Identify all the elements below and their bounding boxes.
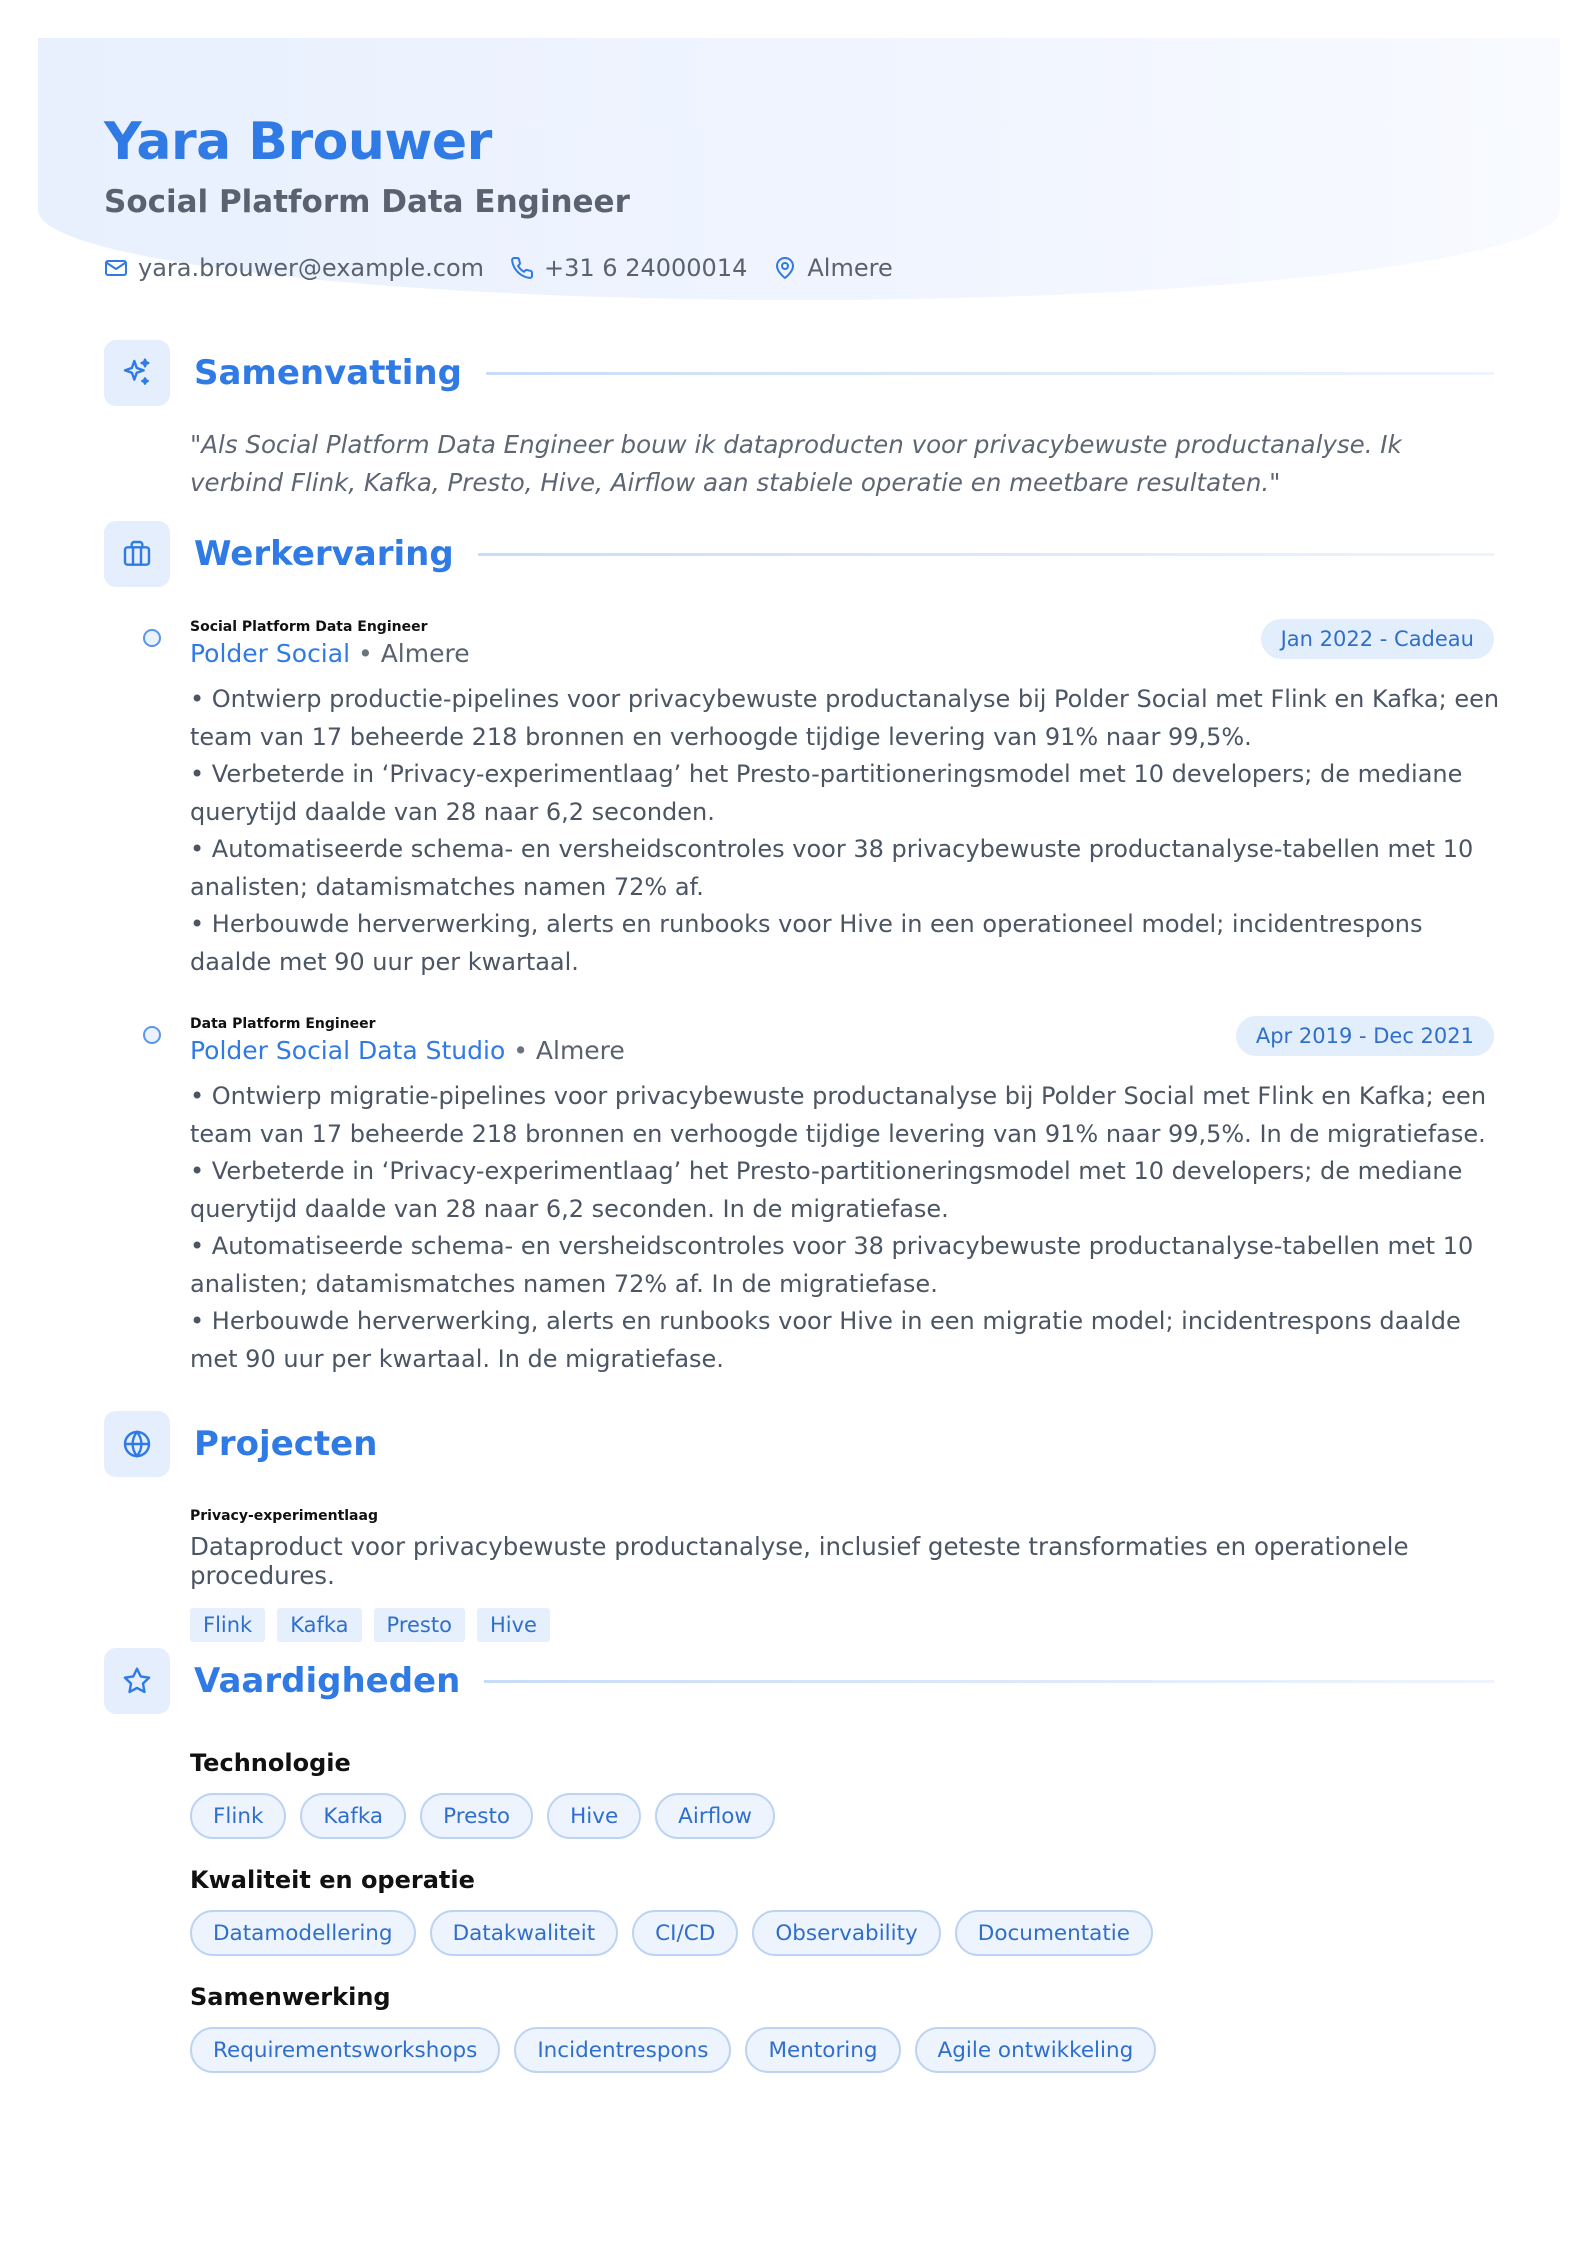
separator: •: [513, 1036, 528, 1065]
skill-group: [190, 1983, 1500, 2073]
section-summary-header: [104, 340, 1494, 406]
project-tags: [190, 1608, 1500, 1642]
job-bullet: • Automatiseerde schema- en versheidscontroles voor 38 privacybewuste productanalyse-tabellen met 10 analisten; datamismatches namen 72% af. In de migratiefase.: [190, 1232, 1474, 1298]
section-title: Werkervaring: [194, 534, 454, 574]
skill-chip: Datakwaliteit: [430, 1910, 619, 1956]
timeline-dot: [143, 1026, 161, 1044]
skill-chip: Airflow: [655, 1793, 775, 1839]
skill-chip: Requirementsworkshops: [190, 2027, 500, 2073]
skill-group: [190, 1749, 1500, 1839]
phone-text: +31 6 24000014: [544, 254, 748, 282]
summary-text: "Als Social Platform Data Engineer bouw ik dataproducten voor privacybewuste productanalyse. Ik verbind Flink, Kafka, Presto, Hive, Airflow aan stabiele operatie en meetbare resultaten.": [190, 430, 1402, 497]
skill-chips: [190, 1910, 1500, 1956]
contact-phone[interactable]: [510, 254, 747, 282]
skill-group: [190, 1866, 1500, 1956]
date-badge: Apr 2019 - Dec 2021: [1236, 1016, 1494, 1056]
globe-icon: [121, 1428, 153, 1460]
phone-icon: [510, 256, 534, 280]
section-title: Vaardigheden: [194, 1661, 461, 1701]
project-entry: [190, 1508, 1500, 1642]
skill-group-title: Kwaliteit en operatie: [190, 1866, 475, 1894]
job-bullet: • Herbouwde herverwerking, alerts en runbooks voor Hive in een migratie model; incidentrespons daalde met 90 uur per kwartaal. In de migratiefase.: [190, 1307, 1461, 1373]
skill-chip: Hive: [547, 1793, 641, 1839]
job-company: Polder Social Data Studio: [190, 1036, 506, 1065]
job-company-line: [190, 639, 470, 668]
skill-chip: Observability: [752, 1910, 940, 1956]
job-location: Almere: [380, 639, 470, 668]
email-text: yara.brouwer@example.com: [138, 254, 485, 282]
skill-chips: [190, 1793, 1500, 1839]
job-bullets: [190, 681, 1500, 981]
job-bullet: • Verbeterde in ‘Privacy-experimentlaag’ het Presto-partitioneringsmodel met 10 developers; de mediane querytijd daalde van 28 naar 6,2 seconden.: [190, 760, 1463, 826]
candidate-title: Social Platform Data Engineer: [104, 184, 630, 220]
skill-group-title: Samenwerking: [190, 1983, 391, 2011]
skill-chip: Kafka: [300, 1793, 406, 1839]
skill-group-title: Technologie: [190, 1749, 351, 1777]
skill-chips: [190, 2027, 1500, 2073]
project-name: Privacy-experimentlaag: [190, 1508, 378, 1524]
briefcase-icon: [121, 538, 153, 570]
section-divider: [486, 372, 1494, 375]
mail-icon: [104, 256, 128, 280]
timeline-dot: [143, 629, 161, 647]
job-bullet: • Ontwierp productie-pipelines voor privacybewuste productanalyse bij Polder Social met Flink en Kafka; een team van 17 beheerde 218 bronnen en verhoogde tijdige levering van 91% naar 99,5%.: [190, 685, 1500, 751]
map-pin-icon: [773, 256, 797, 280]
project-tag: Hive: [477, 1608, 550, 1642]
contact-email[interactable]: [104, 254, 484, 282]
candidate-name: Yara Brouwer: [104, 112, 492, 172]
contact-row: [104, 254, 919, 282]
location-text: Almere: [807, 254, 893, 282]
section-skills-header: [104, 1648, 1494, 1714]
section-experience-header: [104, 521, 1494, 587]
job-role: Data Platform Engineer: [190, 1016, 376, 1032]
section-divider: [484, 1680, 1494, 1683]
sparkles-icon: [121, 357, 153, 389]
skill-chip: Flink: [190, 1793, 286, 1839]
section-icon-box: [104, 1411, 170, 1477]
project-tag: Kafka: [277, 1608, 361, 1642]
section-icon-box: [104, 1648, 170, 1714]
skill-chip: Agile ontwikkeling: [915, 2027, 1157, 2073]
job-company-line: [190, 1036, 625, 1065]
job-role: Social Platform Data Engineer: [190, 619, 428, 635]
job-location: Almere: [535, 1036, 625, 1065]
date-badge: Jan 2022 - Cadeau: [1261, 619, 1494, 659]
section-divider: [478, 553, 1494, 556]
job-bullet: • Ontwierp migratie-pipelines voor privacybewuste productanalyse bij Polder Social met Flink en Kafka; een team van 17 beheerde 218 bronnen en verhoogde tijdige levering van 91% naar 99,5%. In de migratiefase.: [190, 1082, 1487, 1148]
project-description: Dataproduct voor privacybewuste productanalyse, inclusief geteste transformaties en operationele procedures.: [190, 1532, 1409, 1590]
skill-chip: Mentoring: [745, 2027, 900, 2073]
project-tag: Presto: [374, 1608, 465, 1642]
separator: •: [357, 639, 373, 668]
section-title: Projecten: [194, 1424, 378, 1464]
skill-chip: Datamodellering: [190, 1910, 416, 1956]
job-company: Polder Social: [190, 639, 351, 668]
skill-chip: CI/CD: [632, 1910, 738, 1956]
section-title: Samenvatting: [194, 353, 462, 393]
section-projects-header: [104, 1411, 1494, 1477]
job-bullet: • Herbouwde herverwerking, alerts en runbooks voor Hive in een operationeel model; incidentrespons daalde met 90 uur per kwartaal.: [190, 910, 1423, 976]
job-bullet: • Verbeterde in ‘Privacy-experimentlaag’ het Presto-partitioneringsmodel met 10 developers; de mediane querytijd daalde van 28 naar 6,2 seconden. In de migratiefase.: [190, 1157, 1463, 1223]
star-icon: [121, 1665, 153, 1697]
skill-chip: Documentatie: [955, 1910, 1153, 1956]
project-tag: Flink: [190, 1608, 265, 1642]
skill-chip: Presto: [420, 1793, 533, 1839]
job-bullet: • Automatiseerde schema- en versheidscontroles voor 38 privacybewuste productanalyse-tabellen met 10 analisten; datamismatches namen 72% af.: [190, 835, 1474, 901]
section-icon-box: [104, 340, 170, 406]
section-icon-box: [104, 521, 170, 587]
job-bullets: [190, 1078, 1500, 1378]
skill-chip: Incidentrespons: [514, 2027, 731, 2073]
contact-location: [773, 254, 892, 282]
